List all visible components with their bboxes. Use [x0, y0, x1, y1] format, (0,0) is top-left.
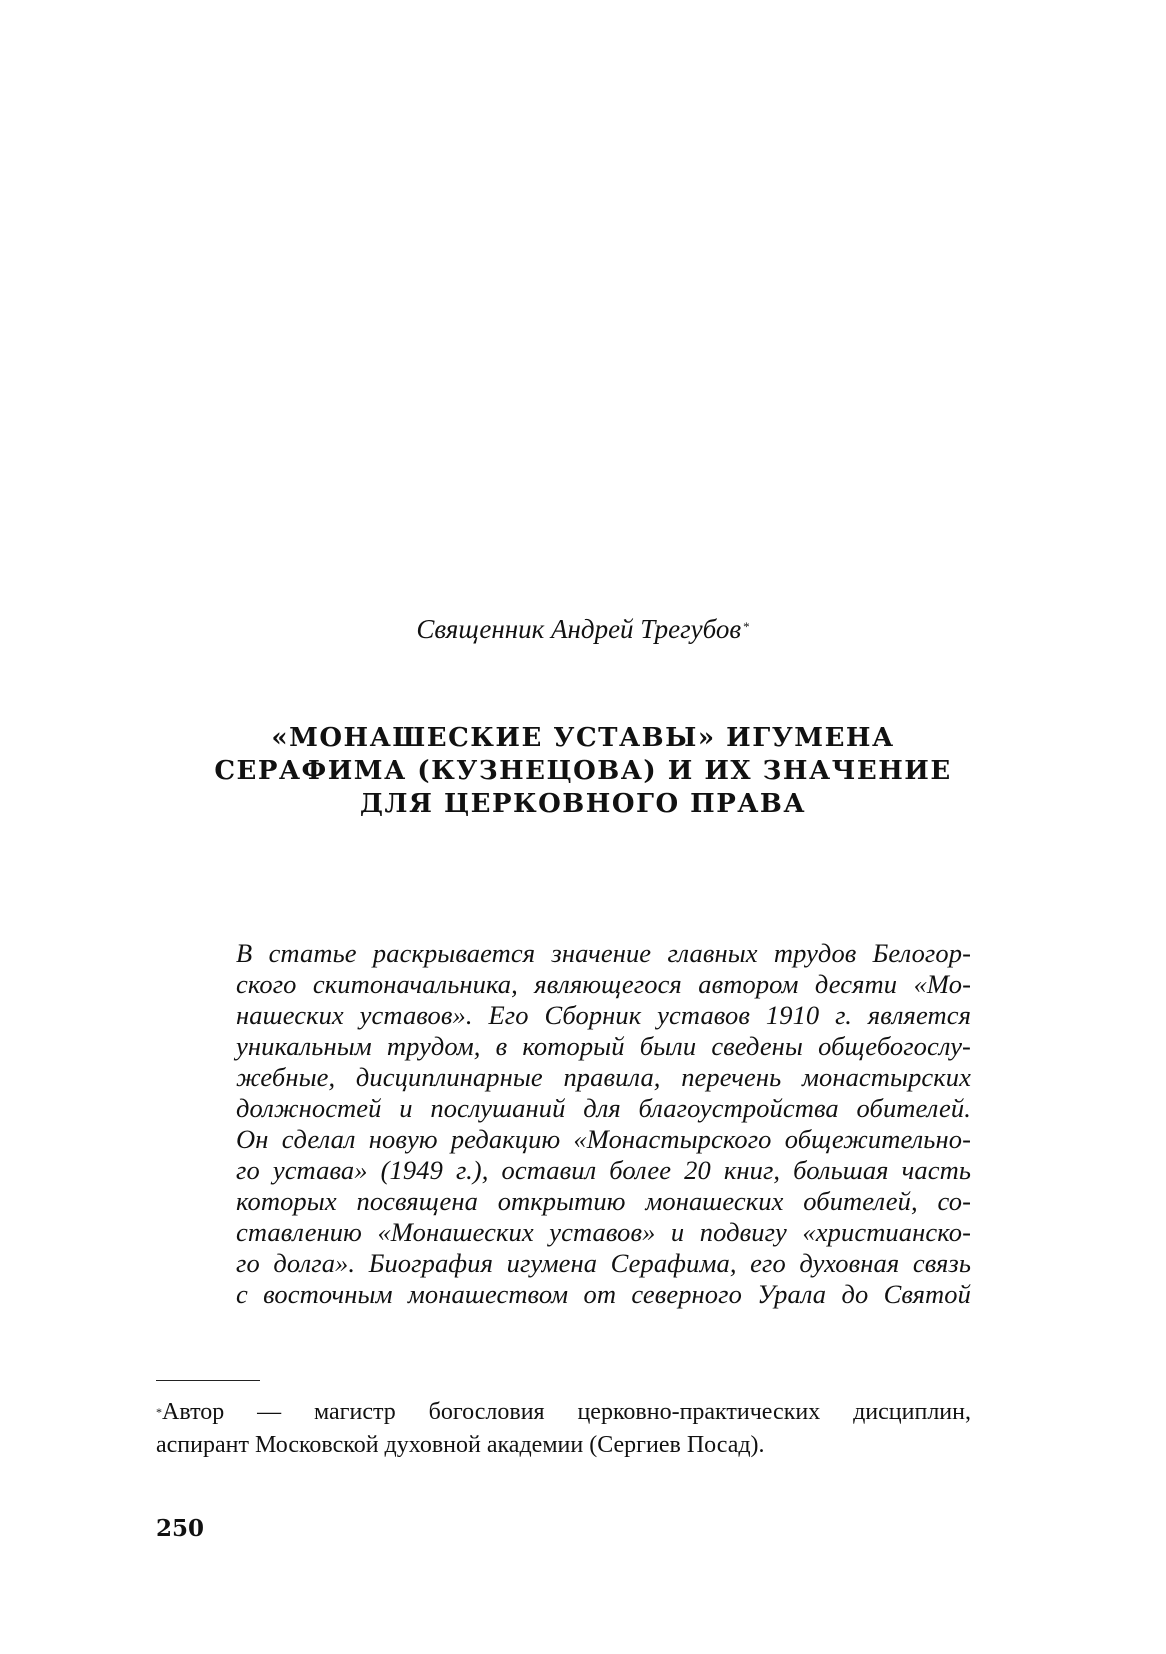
- author-name: Священник Андрей Трегубов: [416, 614, 742, 644]
- title-line: ДЛЯ ЦЕРКОВНОГО ПРАВА: [359, 789, 807, 819]
- author-footnote-mark: *: [743, 619, 750, 634]
- footnote-text: Автор — магистр богословия церковно-практических дисциплин,: [162, 1399, 971, 1425]
- abstract-line: которых посвящена открытию монашеских обителей, со-: [236, 1186, 971, 1216]
- abstract-line: ставлению «Монашеских уставов» и подвигу «христианско-: [236, 1217, 971, 1247]
- abstract-line: нашеских уставов». Его Сборник уставов 1910 г. является: [236, 1000, 971, 1030]
- abstract-line: должностей и послушаний для благоустройства обителей.: [236, 1093, 971, 1123]
- abstract-line: ского скитоначальника, являющегося автором десяти «Мо-: [236, 969, 971, 999]
- footnote-divider: [156, 1380, 260, 1381]
- abstract-line: В статье раскрывается значение главных трудов Белогор-: [236, 938, 971, 968]
- article-title: [0, 722, 1166, 821]
- title-line: «МОНАШЕСКИЕ УСТАВЫ» ИГУМЕНА: [271, 723, 895, 753]
- abstract-line: уникальным трудом, в который были сведены общебогослу-: [236, 1031, 971, 1061]
- footnote-mark: *: [156, 1405, 162, 1419]
- abstract-line: жебные, дисциплинарные правила, перечень монастырских: [236, 1062, 971, 1092]
- abstract-line: го долга». Биография игумена Серафима, его духовная связь: [236, 1248, 971, 1278]
- footnote-line: [156, 1396, 971, 1429]
- abstract-line: Он сделал новую редакцию «Монастырского общежительно-: [236, 1124, 971, 1154]
- abstract-line: с восточным монашеством от северного Урала до Святой: [236, 1279, 971, 1309]
- author-byline: [0, 612, 1166, 646]
- footnote-line: аспирант Московской духовной академии (Сергиев Посад).: [156, 1432, 765, 1458]
- page-number: 250: [156, 1515, 205, 1542]
- abstract-line: го устава» (1949 г.), оставил более 20 книг, большая часть: [236, 1155, 971, 1185]
- title-line: СЕРАФИМА (КУЗНЕЦОВА) И ИХ ЗНАЧЕНИЕ: [214, 756, 952, 786]
- footnote: [156, 1396, 971, 1462]
- abstract: [236, 938, 971, 1310]
